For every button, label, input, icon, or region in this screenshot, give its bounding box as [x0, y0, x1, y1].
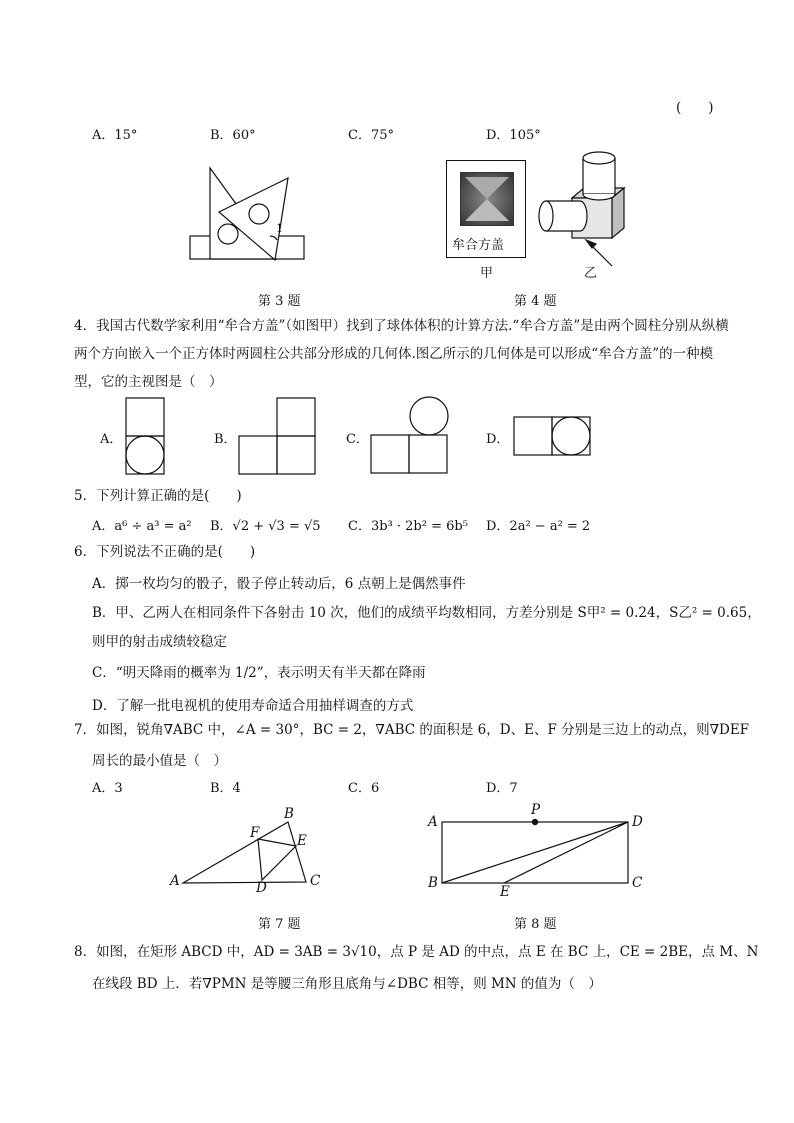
q8-line-2: 在线段 BD 上．若∇PMN 是等腰三角形且底角与∠DBC 相等，则 MN 的值为（ ）	[92, 976, 602, 992]
q8-label-a: A	[428, 814, 438, 830]
q7-label-a: A	[170, 873, 180, 889]
q6-option-a: A．掷一枚均匀的骰子，骰子停止转动后，6 点朝上是偶然事件	[92, 576, 466, 592]
q3-option-a: A．15°	[92, 128, 138, 143]
q7-label-d: D	[256, 880, 267, 896]
q3-caption: 第 3 题	[258, 294, 301, 309]
q7-caption: 第 7 题	[258, 917, 301, 932]
q7-option-c: C．6	[348, 781, 380, 796]
q7-label-e: E	[297, 833, 307, 849]
q8-label-c: C	[632, 875, 643, 891]
fig-jia-caption: 甲	[480, 266, 494, 281]
q7-option-d: D．7	[486, 781, 518, 796]
q8-label-p: P	[531, 802, 541, 818]
q7-option-a: A．3	[92, 781, 123, 796]
q6-stem: 6．下列说法不正确的是( )	[74, 544, 256, 560]
q7-option-b: B．4	[210, 781, 241, 796]
q8-label-d: D	[632, 814, 643, 830]
q4-text: 4．我国古代数学家利用“牟合方盖”（如图甲）找到了球体体积的计算方法.“牟合方盖”是由两个圆柱分别从纵横两个方向嵌入一个正方体时两圆柱公共部分形成的几何体.图乙所示的几何体是可以形成“牟合方盖”的一种模型，它的主视图是（ ）	[74, 318, 729, 390]
q5-option-c: C．3b³ · 2b² = 6b⁵	[348, 519, 468, 534]
q8-caption: 第 8 题	[514, 917, 557, 932]
q7-line-1: 7．如图，锐角∇ABC 中，∠A = 30°，BC = 2，∇ABC 的面积是 6，D、E、F 分别是三边上的动点，则∇DEF	[74, 722, 750, 738]
q8-line-1: 8．如图，在矩形 ABCD 中，AD = 3AB = 3√10，点 P 是 AD 的中点，点 E 在 BC 上，CE = 2BE，点 M、N	[74, 944, 759, 960]
q3-option-d: D．105°	[486, 128, 541, 143]
q5-option-a: A．a⁶ ÷ a³ = a²	[92, 519, 192, 534]
q3-option-b: B．60°	[210, 128, 256, 143]
q8-label-e: E	[500, 884, 510, 900]
q5-stem: 5．下列计算正确的是( )	[74, 488, 242, 504]
q8-label-b: B	[428, 875, 438, 891]
fig-yi-caption: 乙	[584, 266, 598, 281]
q4-option-b: B．	[214, 432, 237, 447]
q5-option-b: B．√2 + √3 = √5	[210, 519, 321, 534]
q4-option-d: D．	[486, 432, 510, 447]
q3-option-c: C．75°	[348, 128, 394, 143]
q6-option-b-cont: 则甲的射击成绩较稳定	[92, 634, 227, 650]
q7-line-2: 周长的最小值是（ ）	[92, 753, 227, 769]
q6-option-b: B．甲、乙两人在相同条件下各射击 10 次，他们的成绩平均数相同，方差分别是 S甲² = 0.24，S乙² = 0.65，	[92, 605, 761, 621]
angle-1-label: 1	[276, 222, 283, 235]
q4-caption: 第 4 题	[514, 294, 557, 309]
q6-option-c: C．“明天降雨的概率为 1/2”，表示明天有半天都在降雨	[92, 665, 426, 681]
answer-bracket: ( )	[676, 100, 714, 116]
q5-option-d: D．2a² − a² = 2	[486, 519, 591, 534]
q4-option-a: A．	[100, 432, 123, 447]
q7-label-f: F	[250, 825, 260, 841]
q7-label-c: C	[310, 873, 321, 889]
q4-option-c: C．	[346, 432, 369, 447]
q6-option-d: D．了解一批电视机的使用寿命适合用抽样调查的方式	[92, 698, 414, 714]
q7-label-b: B	[284, 806, 294, 822]
fig-jia-label: 牟合方盖	[452, 238, 505, 253]
